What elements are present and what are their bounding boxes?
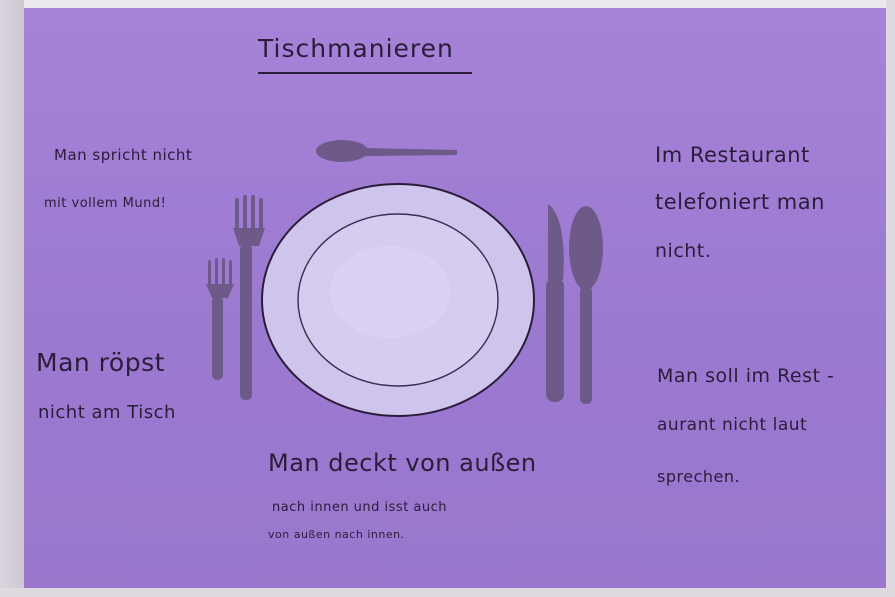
- note-burping-line1: Man röpst: [36, 348, 165, 377]
- note-cutlery-line2: nach innen und isst auch: [272, 500, 448, 515]
- note-phone-line2: telefoniert man: [655, 190, 825, 214]
- note-loud-line1: Man soll im Rest -: [657, 365, 835, 387]
- spoon-icon: [569, 206, 603, 404]
- note-cutlery-line1: Man deckt von außen: [268, 449, 537, 477]
- note-loud-line2: aurant nicht laut: [657, 415, 808, 435]
- note-burping-line2: nicht am Tisch: [38, 402, 176, 423]
- note-loud-line3: sprechen.: [657, 467, 741, 486]
- note-cutlery-line3: von außen nach innen.: [268, 528, 405, 541]
- title-underline: [258, 72, 472, 74]
- plate-icon: [262, 184, 534, 416]
- note-talking-line1: Man spricht nicht: [54, 146, 193, 164]
- spoon-icon: [316, 140, 457, 162]
- page-title: Tischmanieren: [258, 34, 454, 63]
- note-phone-line3: nicht.: [655, 240, 712, 262]
- note-phone-line1: Im Restaurant: [655, 143, 810, 167]
- knife-icon: [546, 204, 564, 402]
- note-talking-line2: mit vollem Mund!: [44, 196, 167, 211]
- fork-icon: [206, 258, 234, 380]
- fork-icon: [233, 195, 265, 400]
